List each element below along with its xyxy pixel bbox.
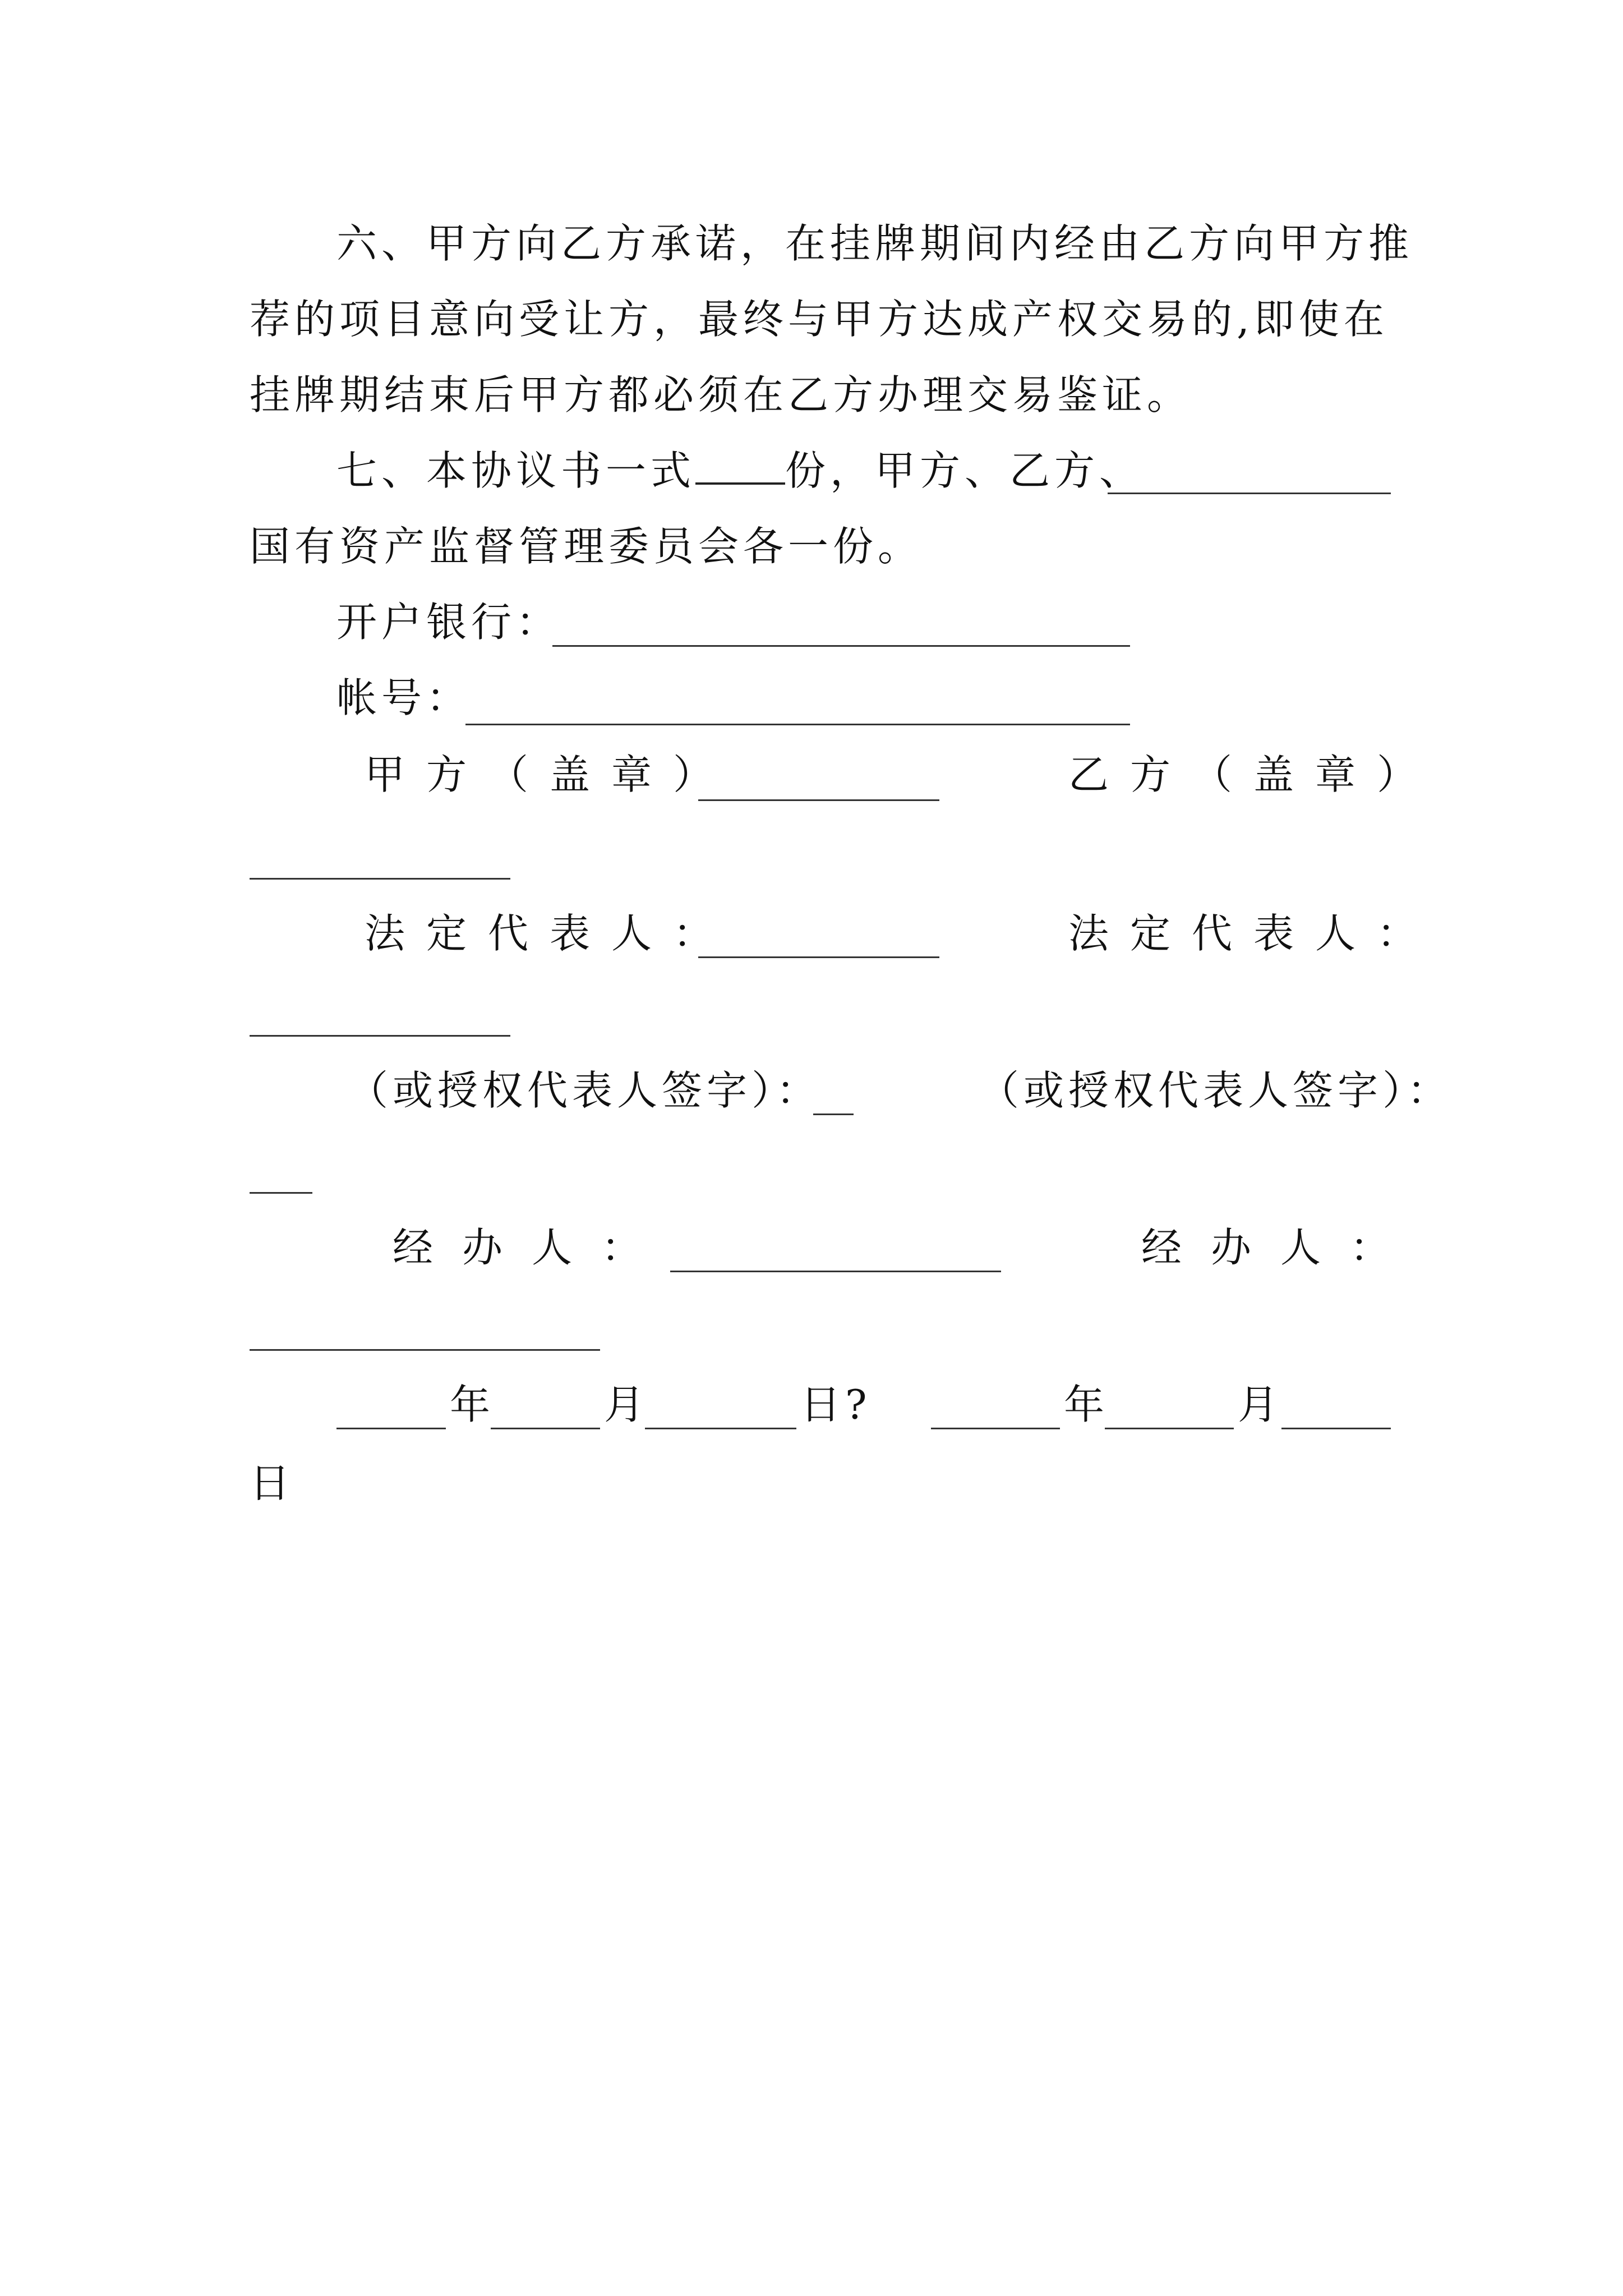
date-a-day-blank[interactable] (645, 1428, 796, 1429)
party-b-handler-blank[interactable] (250, 1349, 600, 1351)
party-b-seal-label: 乙方（盖章） (1068, 751, 1439, 798)
party-b-handler-label: 经办人： (1141, 1224, 1420, 1271)
date-a-year-label: 年 (450, 1381, 495, 1428)
party-b-auth-label: （或授权代表人签字）： (979, 1067, 1453, 1114)
party-b-legal-rep-label: 法定代表人： (1068, 910, 1439, 957)
clause7-line1 (336, 447, 1145, 494)
party-a-auth-blank[interactable] (813, 1114, 854, 1115)
clause7-prefix: 七、本协议书一式 (336, 447, 696, 494)
date-b-year-label: 年 (1064, 1381, 1109, 1428)
date-b-month-blank[interactable] (1105, 1428, 1234, 1429)
party-a-legal-rep-blank[interactable] (698, 956, 939, 958)
date-b-year-blank[interactable] (931, 1428, 1060, 1429)
clause6-line3: 挂牌期结束后甲方都必须在乙方办理交易鉴证。 (250, 371, 1192, 418)
date-a-year-blank[interactable] (336, 1428, 446, 1429)
clause6-line1: 六、甲方向乙方承诺，在挂牌期间内经由乙方向甲方推 (336, 220, 1414, 267)
party-a-seal-blank[interactable] (698, 799, 939, 801)
authority-blank[interactable] (1108, 493, 1391, 494)
party-a-legal-rep-label: 法定代表人： (365, 910, 735, 957)
date-a-day-label: 日? (800, 1381, 872, 1428)
clause7-mid: 份，甲方、乙方、 (785, 447, 1145, 494)
date-b-day-blank[interactable] (1281, 1428, 1391, 1429)
account-label: 帐号： (336, 674, 472, 721)
date-a-month-label: 月 (604, 1381, 649, 1428)
bank-label: 开户银行： (336, 599, 561, 646)
date-b-day-label: 日 (250, 1460, 295, 1507)
clause6-line2: 荐的项目意向受让方，最终与甲方达成产权交易的,即使在 (250, 296, 1389, 343)
party-b-seal-blank[interactable] (250, 878, 510, 880)
date-a-month-blank[interactable] (491, 1428, 600, 1429)
account-input[interactable] (465, 724, 1130, 725)
party-a-handler-blank[interactable] (670, 1271, 1001, 1272)
party-a-auth-label: （或授权代表人签字）： (348, 1067, 822, 1114)
party-a-seal-label: 甲方（盖章） (365, 751, 735, 798)
date-b-month-label: 月 (1238, 1381, 1283, 1428)
copies-blank[interactable] (695, 479, 785, 485)
bank-input[interactable] (552, 645, 1130, 647)
party-b-auth-blank[interactable] (250, 1192, 312, 1194)
party-a-handler-label: 经办人： (393, 1224, 671, 1271)
party-b-legal-rep-blank[interactable] (250, 1035, 510, 1037)
clause7-line2: 国有资产监督管理委员会各一份。 (250, 523, 923, 570)
